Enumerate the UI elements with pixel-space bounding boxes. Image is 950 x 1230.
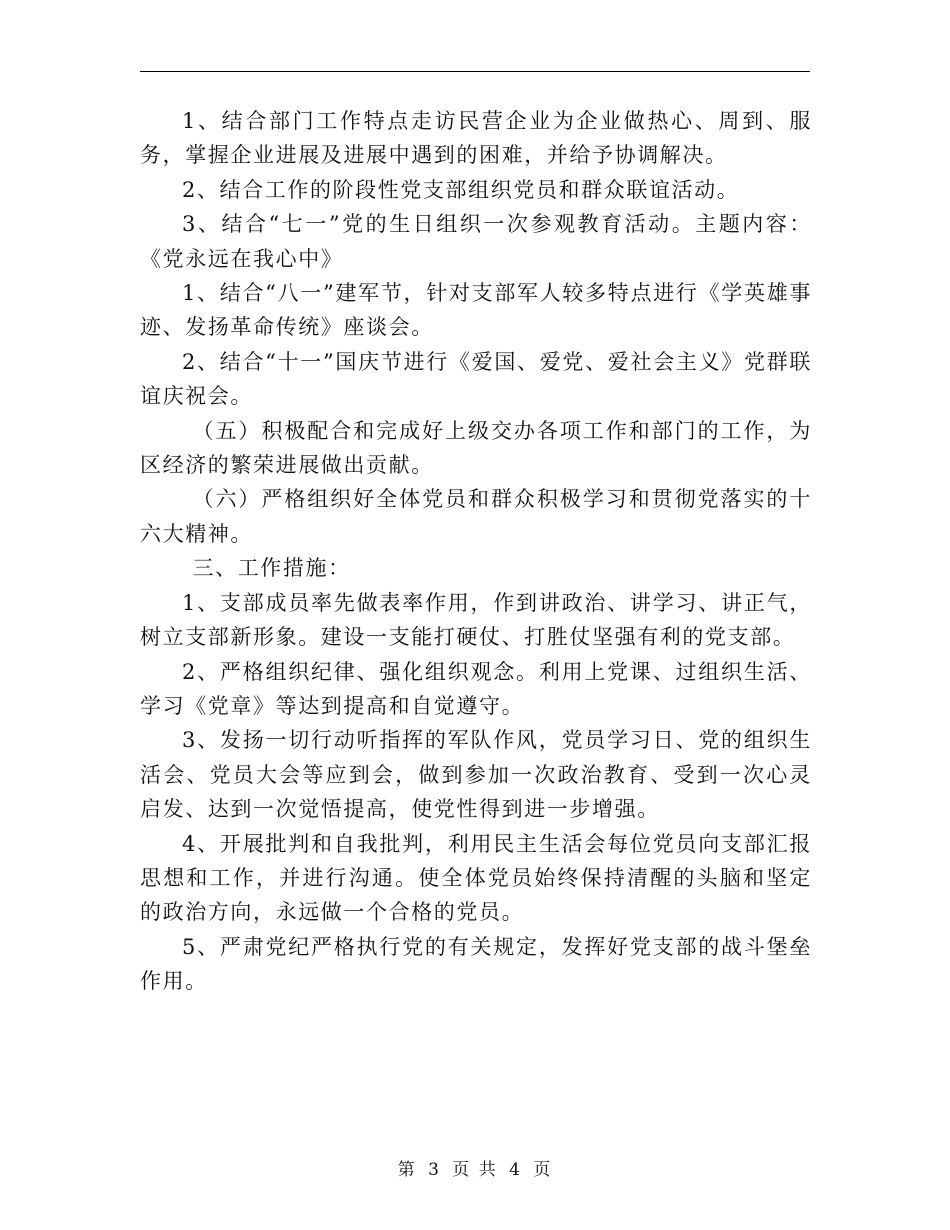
paragraph-11: 3、发扬一切行动听指挥的军队作风，党员学习日、党的组织生活会、党员大会等应到会，做到参加一次政治教育、受到一次心灵启发、达到一次觉悟提高，使党性得到进一步增强。: [140, 728, 812, 822]
paragraph-9: 1、支部成员率先做表率作用，作到讲政治、讲学习、讲正气，树立支部新形象。建设一支能打硬仗、打胜仗坚强有利的党支部。: [140, 590, 812, 650]
paragraph-3: 3、结合“七一”党的生日组织一次参观教育活动。主题内容：《党永远在我心中》: [140, 212, 812, 271]
paragraph-2: 2、结合工作的阶段性党支部组织党员和群众联谊活动。: [182, 177, 740, 202]
paragraph-6: （五）积极配合和完成好上级交办各项工作和部门的工作，为区经济的繁荣进展做出贡献。: [140, 418, 812, 478]
paragraph-5: 2、结合“十一”国庆节进行《爱国、爱党、爱社会主义》党群联谊庆祝会。: [140, 349, 812, 409]
paragraph-10: 2、严格组织纪律、强化组织观念。利用上党课、过组织生活、学习《党章》等达到提高和自觉遵守。: [140, 659, 812, 718]
document-body: [140, 104, 812, 999]
footer-total-pages: 4: [509, 1160, 522, 1180]
footer-current-page: 3: [428, 1160, 441, 1180]
paragraph-12: 4、开展批判和自我批判，利用民主生活会每位党员向支部汇报思想和工作，并进行沟通。使全体党员始终保持清醒的头脑和坚定的政治方向，永远做一个合格的党员。: [140, 831, 812, 925]
footer-suffix: 页: [533, 1160, 553, 1180]
header-rule: [140, 71, 810, 72]
footer-middle: 页 共: [452, 1160, 498, 1180]
paragraph-13: 5、严肃党纪严格执行党的有关规定，发挥好党支部的战斗堡垒作用。: [140, 934, 812, 994]
page-footer: [0, 1155, 950, 1180]
footer-prefix: 第: [397, 1160, 417, 1180]
section-heading: 三、工作措施：: [192, 556, 351, 581]
paragraph-1: 1、结合部门工作特点走访民营企业为企业做热心、周到、服务，掌握企业进展及进展中遇到的困难，并给予协调解决。: [140, 109, 812, 168]
paragraph-7: （六）严格组织好全体党员和群众积极学习和贯彻党落实的十六大精神。: [140, 487, 812, 546]
paragraph-4: 1、结合“八一”建军节，针对支部军人较多特点进行《学英雄事迹、发扬革命传统》座谈会。: [140, 281, 812, 340]
